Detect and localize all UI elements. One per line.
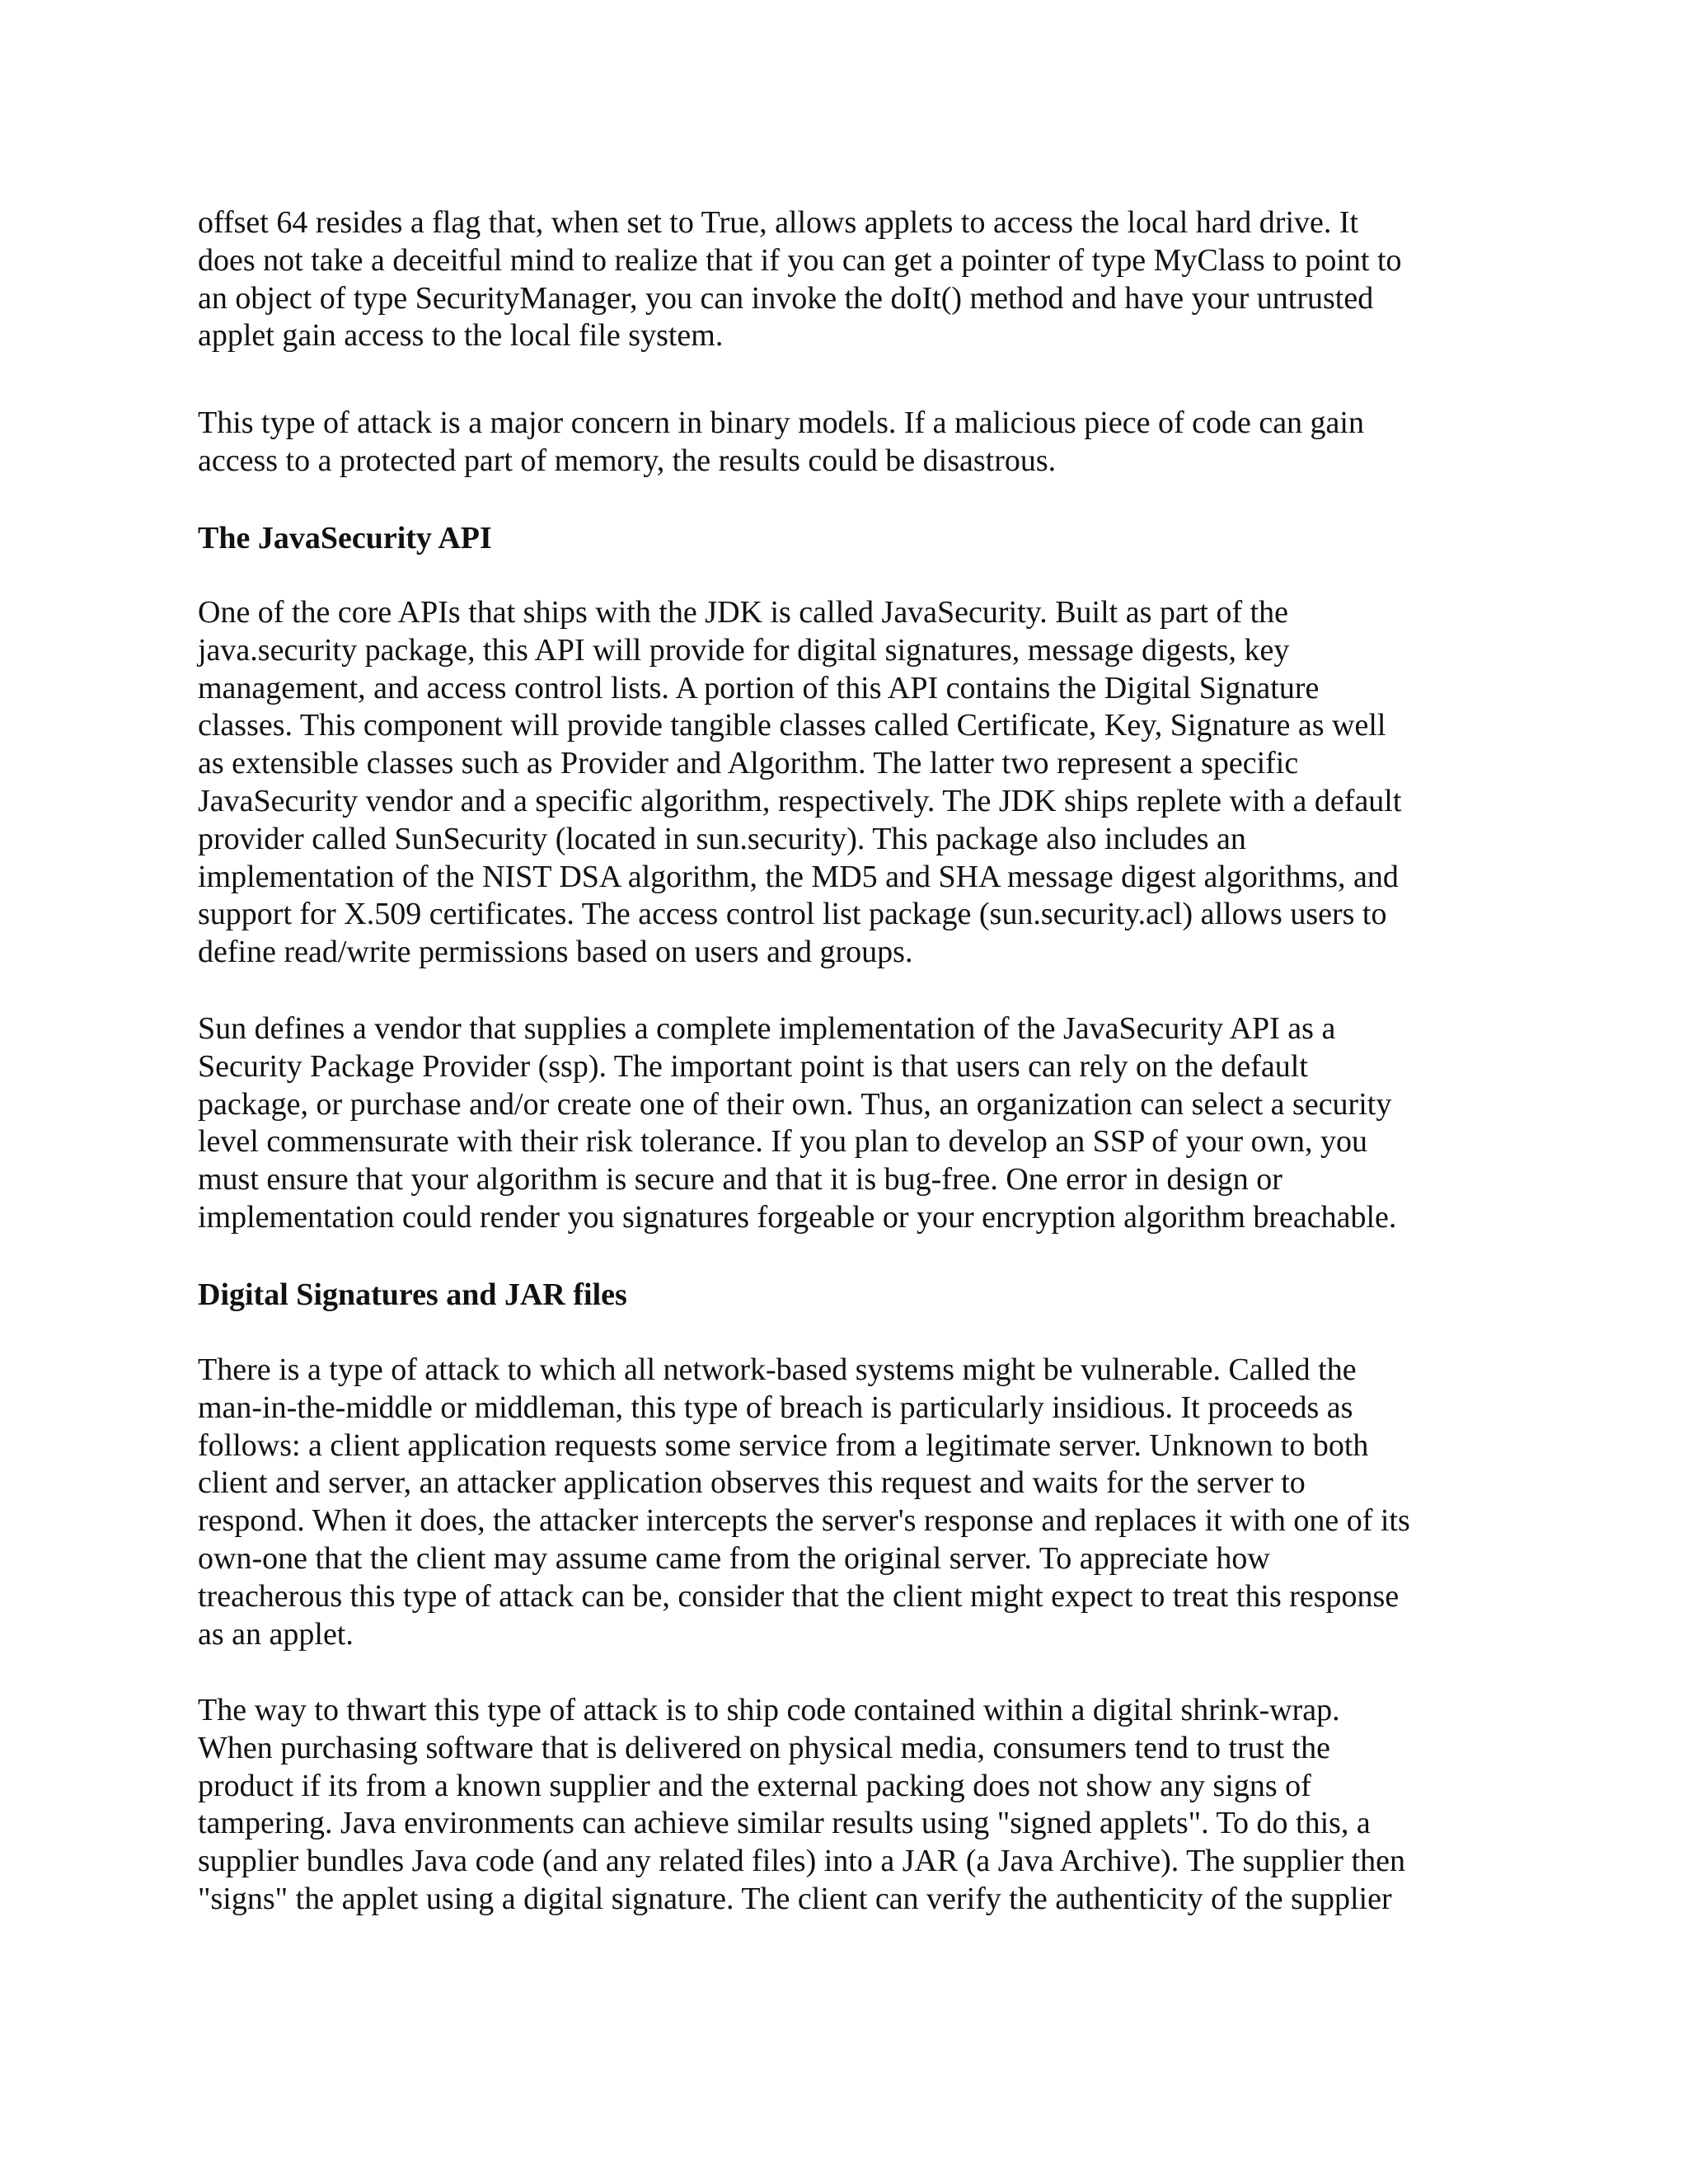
text-line: classes. This component will provide tangible classes called Certificate, Key, Signature as well [198, 708, 1386, 743]
text-line: applet gain access to the local file system. [198, 318, 724, 354]
text-line: support for X.509 certificates. The access control list package (sun.security.acl) allows users to [198, 897, 1387, 932]
text-line: Security Package Provider (ssp). The important point is that users can rely on the default [198, 1048, 1308, 1084]
text-line: define read/write permissions based on users and groups. [198, 935, 913, 970]
text-line: Sun defines a vendor that supplies a complete implementation of the JavaSecurity API as a [198, 1011, 1336, 1046]
paragraph-3 [198, 594, 1492, 972]
text-line: implementation could render you signatures forgeable or your encryption algorithm breachable. [198, 1199, 1397, 1235]
text-line: java.security package, this API will provide for digital signatures, message digests, key [198, 632, 1290, 668]
section-heading-digital-signatures: Digital Signatures and JAR files [198, 1277, 627, 1312]
text-line: This type of attack is a major concern in binary models. If a malicious piece of code can gain [198, 405, 1364, 440]
paragraph-5 [198, 1352, 1492, 1653]
paragraph-2 [198, 405, 1492, 480]
text-line: as an applet. [198, 1616, 354, 1652]
text-line: package, or purchase and/or create one of their own. Thus, an organization can select a security [198, 1086, 1392, 1122]
text-line: as extensible classes such as Provider and Algorithm. The latter two represent a specific [198, 746, 1299, 781]
text-line: supplier bundles Java code (and any related files) into a JAR (a Java Archive). The supplier then [198, 1844, 1406, 1879]
paragraph-1 [198, 204, 1492, 355]
text-line: does not take a deceitful mind to realize that if you can get a pointer of type MyClass to point to [198, 242, 1402, 278]
text-line: an object of type SecurityManager, you can invoke the doIt() method and have your untrusted [198, 280, 1374, 316]
text-line: access to a protected part of memory, the results could be disastrous. [198, 443, 1057, 478]
section-heading-javasecurity-api: The JavaSecurity API [198, 521, 492, 555]
text-line: offset 64 resides a flag that, when set to True, allows applets to access the local hard drive. It [198, 205, 1359, 240]
paragraph-6 [198, 1692, 1492, 1919]
paragraph-4 [198, 1010, 1492, 1237]
text-line: One of the core APIs that ships with the JDK is called JavaSecurity. Built as part of the [198, 595, 1289, 630]
text-line: follows: a client application requests some service from a legitimate server. Unknown to both [198, 1427, 1369, 1463]
text-line: There is a type of attack to which all network-based systems might be vulnerable. Called the [198, 1352, 1357, 1387]
text-line: level commensurate with their risk tolerance. If you plan to develop an SSP of your own, you [198, 1124, 1368, 1160]
text-line: The way to thwart this type of attack is to ship code contained within a digital shrink-wrap. [198, 1693, 1340, 1727]
text-line: implementation of the NIST DSA algorithm, the MD5 and SHA message digest algorithms, and [198, 859, 1399, 894]
text-line: treacherous this type of attack can be, consider that the client might expect to treat this response [198, 1578, 1400, 1614]
text-line: respond. When it does, the attacker intercepts the server's response and replaces it with one of its [198, 1503, 1410, 1539]
text-line: own-one that the client may assume came from the original server. To appreciate how [198, 1540, 1270, 1576]
text-line: tampering. Java environments can achieve similar results using "signed applets". To do this, a [198, 1806, 1371, 1841]
text-line: must ensure that your algorithm is secure and that it is bug-free. One error in design or [198, 1162, 1282, 1197]
text-line: JavaSecurity vendor and a specific algorithm, respectively. The JDK ships replete with a default [198, 783, 1402, 818]
text-line: provider called SunSecurity (located in sun.security). This package also includes an [198, 821, 1246, 856]
text-line: client and server, an attacker application observes this request and waits for the server to [198, 1465, 1306, 1501]
text-line: product if its from a known supplier and the external packing does not show any signs of [198, 1768, 1311, 1803]
text-line: "signs" the applet using a digital signature. The client can verify the authenticity of the supplier [198, 1881, 1392, 1916]
text-line: When purchasing software that is delivered on physical media, consumers tend to trust the [198, 1730, 1330, 1765]
text-line: man-in-the-middle or middleman, this type of breach is particularly insidious. It proceeds as [198, 1390, 1353, 1425]
text-line: management, and access control lists. A portion of this API contains the Digital Signature [198, 670, 1320, 705]
